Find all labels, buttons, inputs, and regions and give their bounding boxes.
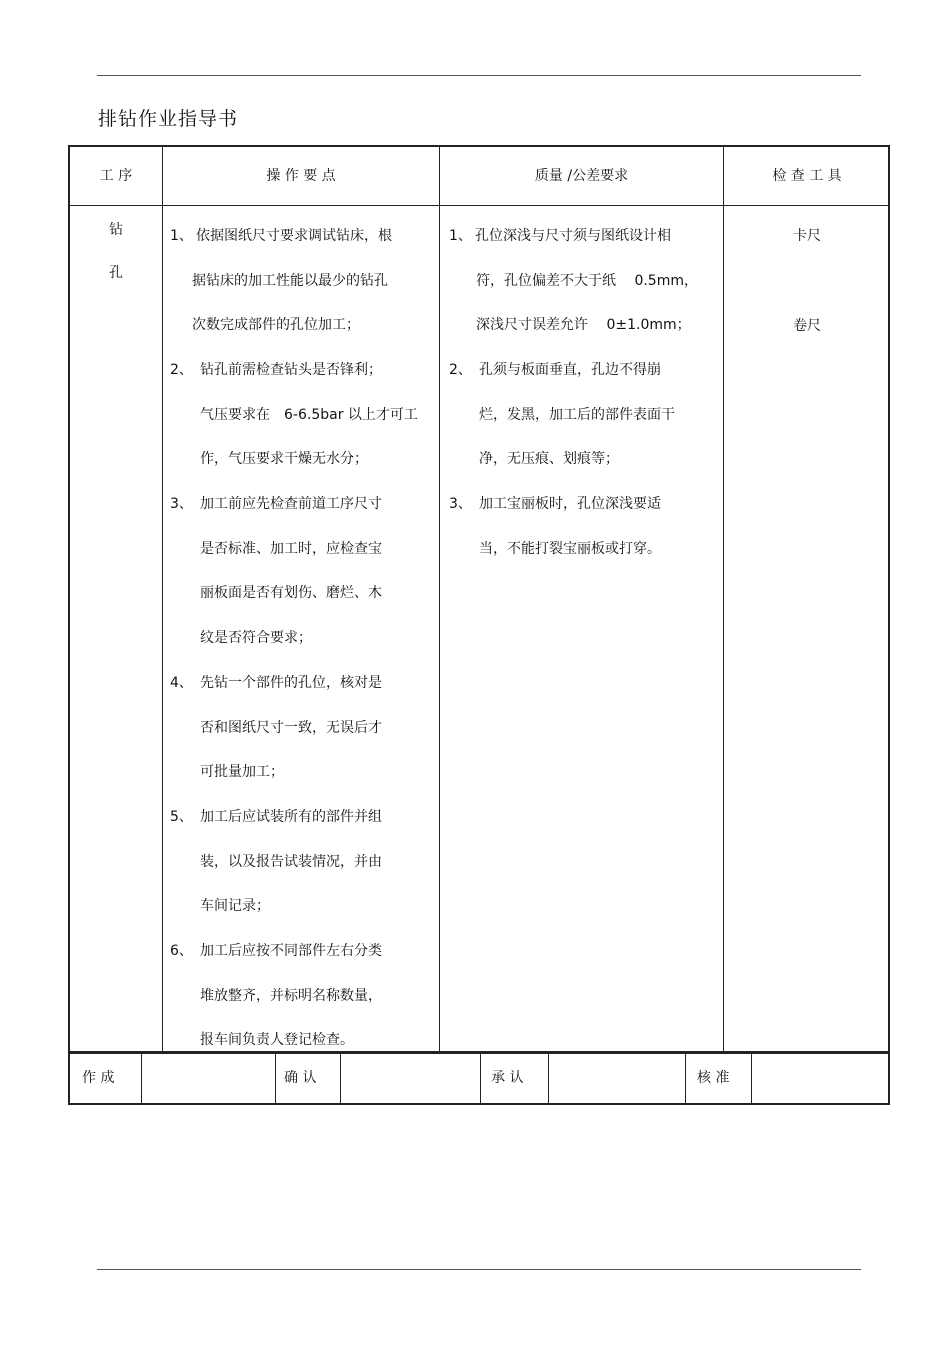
header-key-points: 操 作 要 点 [266, 168, 336, 184]
header-rule [97, 75, 861, 76]
item-number: 6、 [170, 943, 193, 959]
quality-requirement-2 [449, 348, 717, 482]
process-name-char: 钻 [109, 222, 123, 238]
header-quality: 质量 /公差要求 [534, 168, 629, 184]
item-line: 加工宝丽板时，孔位深浅要适 [479, 496, 661, 512]
operation-point-1 [170, 214, 432, 348]
item-line: 加工前应先检查前道工序尺寸 [200, 496, 382, 512]
item-line: 是否标准、加工时，应检查宝 [200, 540, 382, 557]
header-tools: 检 查 工 具 [772, 168, 842, 184]
item-number: 3、 [449, 496, 472, 512]
item-number: 2、 [170, 362, 193, 378]
item-line: 可批量加工； [200, 764, 284, 780]
item-line: 报车间负责人登记检查。 [200, 1032, 354, 1048]
item-line: 深浅尺寸误差允许 0±1.0mm； [476, 317, 691, 333]
signoff-verified-label: 核 准 [697, 1070, 730, 1086]
footer-rule [97, 1269, 861, 1270]
item-line: 加工后应按不同部件左右分类 [200, 943, 382, 959]
item-line: 加工后应试装所有的部件并组 [200, 809, 382, 825]
item-number: 5、 [170, 809, 193, 825]
item-line: 孔须与板面垂直，孔边不得崩 [479, 362, 661, 378]
column-divider [439, 147, 440, 1051]
signoff-divider [340, 1054, 341, 1103]
header-separator [70, 205, 888, 206]
signoff-divider [275, 1054, 276, 1103]
item-number: 1、 [449, 228, 472, 244]
item-number: 1、 [170, 228, 193, 244]
item-line: 据钻床的加工性能以最少的钻孔 [192, 272, 388, 289]
item-line: 堆放整齐，并标明名称数量， [200, 987, 382, 1004]
signoff-confirmed-label: 确 认 [284, 1070, 317, 1086]
operation-point-4 [170, 661, 432, 795]
column-divider [162, 147, 163, 1051]
signoff-divider [751, 1054, 752, 1103]
operation-point-5 [170, 795, 432, 929]
tool-tape-measure: 卷尺 [793, 318, 821, 334]
item-line: 装，以及报告试装情况，并由 [200, 853, 382, 870]
signoff-approved-label: 承 认 [491, 1070, 524, 1086]
item-line: 当，不能打裂宝丽板或打穿。 [479, 540, 661, 557]
item-line: 否和图纸尺寸一致，无误后才 [200, 719, 382, 736]
item-line: 依据图纸尺寸要求调试钻床，根 [196, 228, 392, 244]
signoff-divider [685, 1054, 686, 1103]
item-number: 4、 [170, 675, 193, 691]
process-name-char: 孔 [109, 265, 123, 281]
item-line: 钻孔前需检查钻头是否锋利； [200, 362, 382, 378]
instruction-table [68, 145, 890, 1053]
operation-point-2 [170, 348, 432, 482]
operation-point-3 [170, 482, 432, 660]
item-line: 孔位深浅与尺寸须与图纸设计相 [475, 228, 671, 244]
item-number: 3、 [170, 496, 193, 512]
signoff-divider [480, 1054, 481, 1103]
item-line: 烂，发黑，加工后的部件表面干 [479, 406, 675, 423]
item-line: 符，孔位偏差不大于纸 0.5mm， [476, 272, 698, 289]
operation-point-6 [170, 929, 432, 1063]
item-line: 净，无压痕、划痕等； [479, 451, 619, 467]
header-process: 工 序 [99, 168, 133, 184]
item-line: 作，气压要求干燥无水分； [200, 451, 368, 467]
column-divider [723, 147, 724, 1051]
item-number: 2、 [449, 362, 472, 378]
signoff-divider [141, 1054, 142, 1103]
signoff-row [68, 1052, 890, 1105]
document-title: 排钻作业指导书 [98, 108, 239, 130]
signoff-made-by-label: 作 成 [82, 1070, 115, 1086]
quality-requirement-1 [449, 214, 717, 348]
item-line: 纹是否符合要求； [200, 629, 312, 646]
item-line: 先钻一个部件的孔位，核对是 [200, 675, 382, 691]
item-line: 丽板面是否有划伤、磨烂、木 [200, 585, 382, 601]
item-line: 次数完成部件的孔位加工； [192, 317, 360, 333]
item-line: 气压要求在 6-6.5bar 以上才可工 [200, 406, 418, 423]
quality-requirement-3 [449, 482, 717, 571]
tool-caliper: 卡尺 [793, 228, 821, 244]
signoff-divider [548, 1054, 549, 1103]
item-line: 车间记录； [200, 898, 270, 914]
